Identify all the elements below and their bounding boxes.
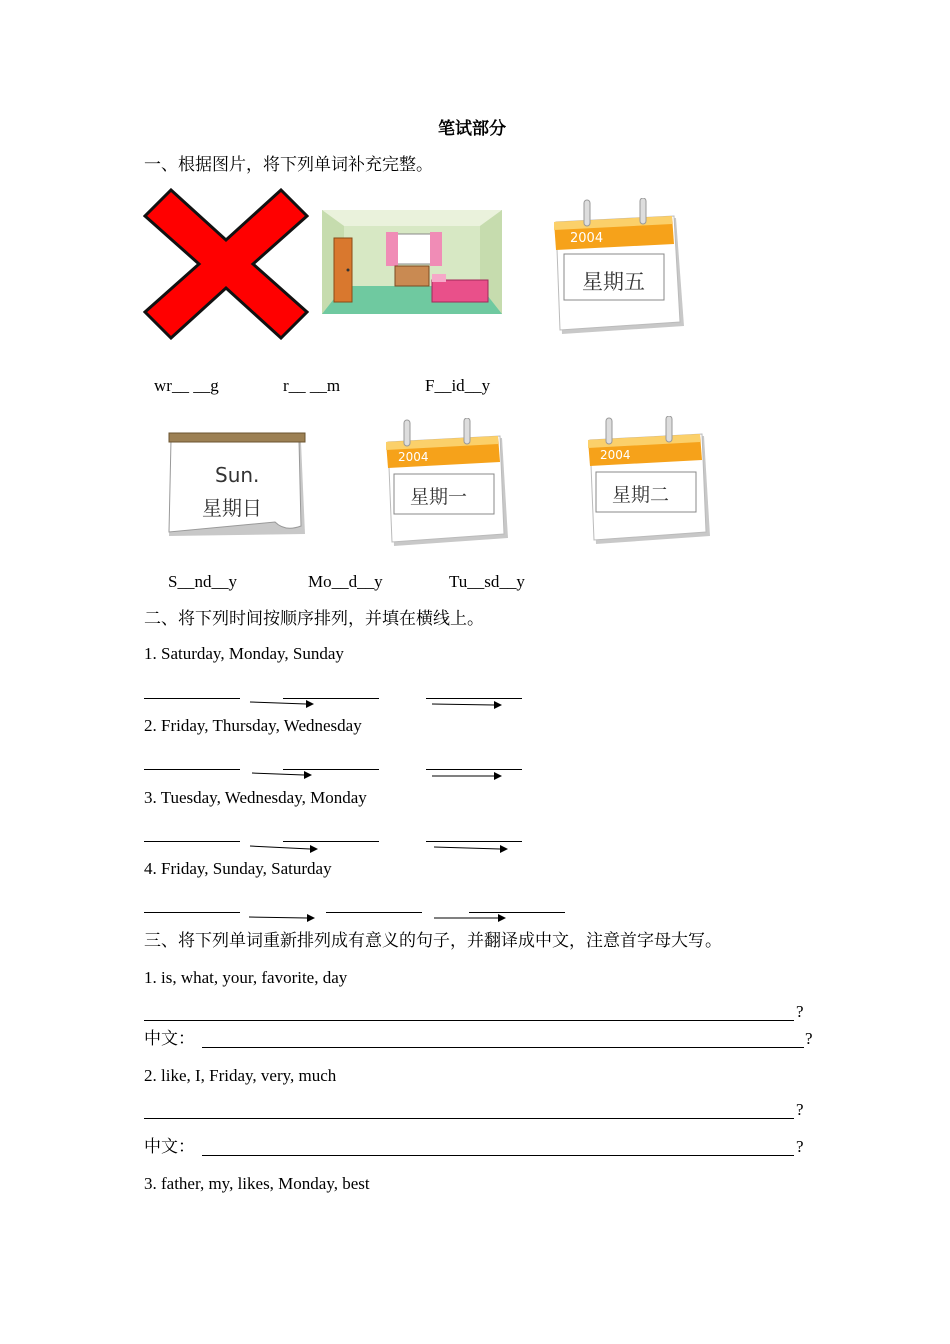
answer-line[interactable] xyxy=(144,769,240,770)
wrong-x-image xyxy=(143,188,309,340)
answer-line[interactable] xyxy=(326,912,422,913)
calendar-day-label: 星期二 xyxy=(612,484,670,506)
chinese-label: 中文： xyxy=(144,1137,195,1156)
answer-line[interactable] xyxy=(144,698,240,699)
question-mark: ? xyxy=(796,1100,804,1119)
calendar-day-label: 星期五 xyxy=(582,270,645,294)
blank-word-friday: F__id__y xyxy=(425,376,491,395)
room-image xyxy=(322,210,502,314)
blank-word-wrong: wr__ __g xyxy=(154,376,219,395)
question-mark: ? xyxy=(805,1029,813,1048)
section3-heading: 三、将下列单词重新排列成有意义的句子，并翻译成中文，注意首字母大写。 xyxy=(144,931,722,950)
arrow-icon xyxy=(432,771,502,781)
arrow-icon xyxy=(252,770,312,780)
chinese-answer-line[interactable] xyxy=(202,1155,794,1156)
calendar-year: 2004 xyxy=(398,450,429,464)
arrow-icon xyxy=(434,914,506,924)
blank-word-sunday: S__nd__y xyxy=(168,572,237,591)
sentence-item-1: 1. is, what, your, favorite, day xyxy=(144,968,348,987)
arrow-icon xyxy=(249,913,315,923)
order-item-1: 1. Saturday, Monday, Sunday xyxy=(144,644,344,663)
answer-line[interactable] xyxy=(426,698,522,699)
arrow-icon xyxy=(432,700,502,710)
calendar-sunday-image xyxy=(165,432,307,538)
calendar-tuesday-image xyxy=(584,416,714,546)
answer-line[interactable] xyxy=(426,769,522,770)
answer-line[interactable] xyxy=(426,841,522,842)
chinese-label: 中文： xyxy=(144,1029,195,1048)
page-title: 笔试部分 xyxy=(438,119,506,138)
order-item-4: 4. Friday, Sunday, Saturday xyxy=(144,859,332,878)
answer-line[interactable] xyxy=(144,841,240,842)
answer-line[interactable] xyxy=(144,912,240,913)
order-item-3: 3. Tuesday, Wednesday, Monday xyxy=(144,788,367,807)
arrow-icon xyxy=(250,843,318,853)
question-mark: ? xyxy=(796,1002,804,1021)
calendar-day-label: 星期一 xyxy=(410,486,468,508)
section1-heading: 一、根据图片，将下列单词补充完整。 xyxy=(144,155,433,174)
sentence-answer-line[interactable] xyxy=(144,1020,794,1021)
chinese-answer-line[interactable] xyxy=(202,1047,804,1048)
calendar-sunday-en: Sun. xyxy=(215,463,260,487)
order-item-2: 2. Friday, Thursday, Wednesday xyxy=(144,716,362,735)
sentence-answer-line[interactable] xyxy=(144,1118,794,1119)
calendar-friday-image xyxy=(550,198,688,338)
blank-word-room: r__ __m xyxy=(283,376,341,395)
blank-word-tuesday: Tu__sd__y xyxy=(449,572,525,591)
arrow-icon xyxy=(434,843,508,853)
calendar-monday-image xyxy=(382,418,512,548)
calendar-year: 2004 xyxy=(600,448,631,462)
sentence-item-2: 2. like, I, Friday, very, much xyxy=(144,1066,337,1085)
section2-heading: 二、将下列时间按顺序排列，并填在横线上。 xyxy=(144,609,484,628)
sentence-item-3: 3. father, my, likes, Monday, best xyxy=(144,1174,370,1193)
answer-line[interactable] xyxy=(283,841,379,842)
answer-line[interactable] xyxy=(469,912,565,913)
question-mark: ? xyxy=(796,1137,804,1156)
calendar-year: 2004 xyxy=(570,231,604,246)
blank-word-monday: Mo__d__y xyxy=(308,572,383,591)
calendar-sunday-cn: 星期日 xyxy=(202,496,262,520)
arrow-icon xyxy=(250,698,314,708)
